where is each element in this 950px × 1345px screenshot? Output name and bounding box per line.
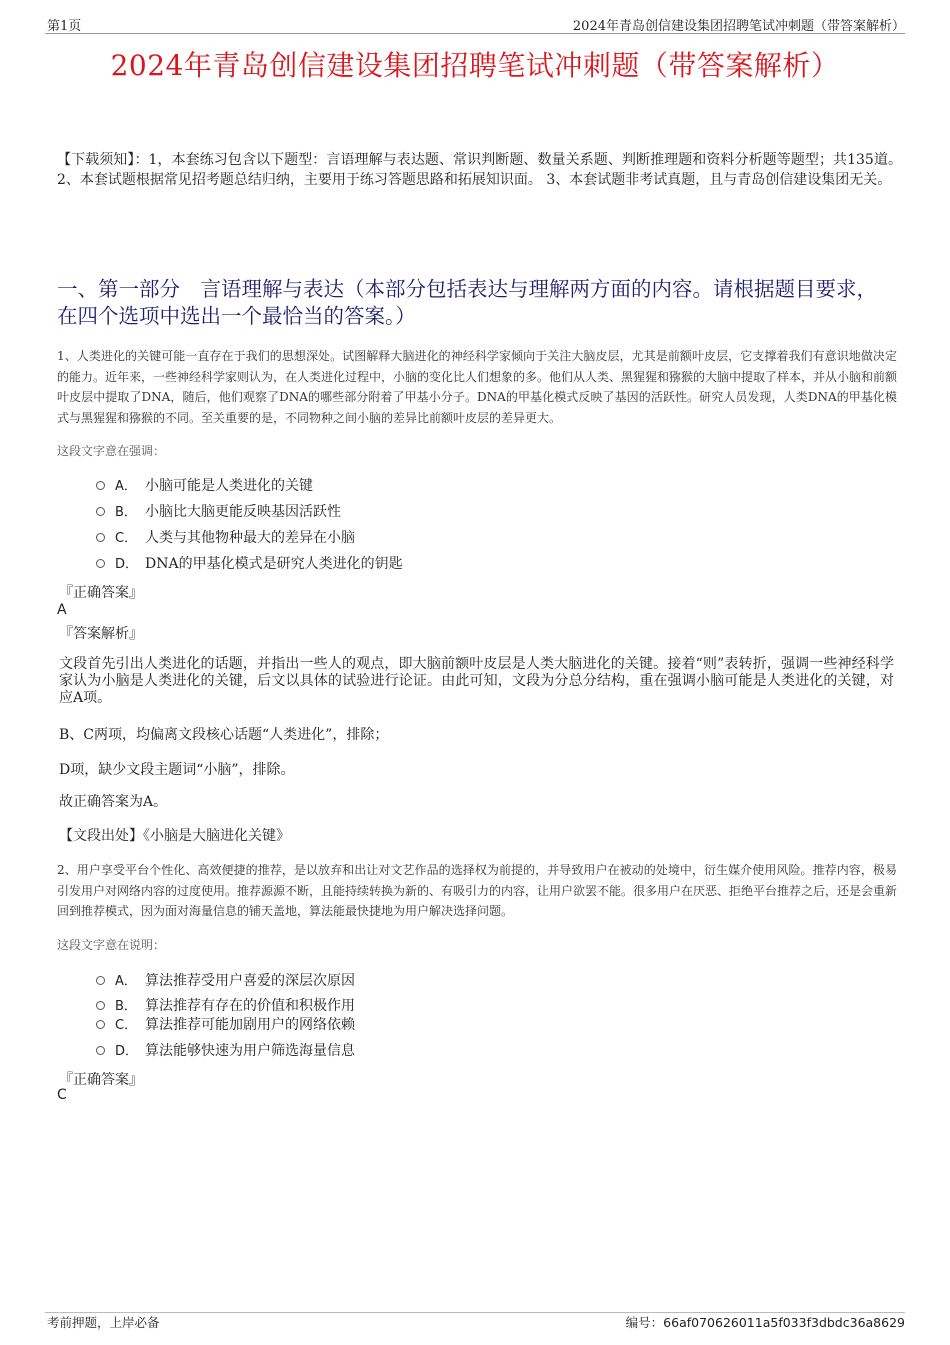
q1-analysis-paragraph: 故正确答案为A。 <box>59 794 168 810</box>
document-id: 编号：66af070626011a5f033f3dbdc36a8629 <box>625 1315 905 1330</box>
q1-option-b[interactable]: B． 小脑比大脑更能反映基因活跃性 <box>96 502 341 522</box>
q2-answer-label: 『正确答案』 <box>59 1072 143 1088</box>
radio-icon[interactable] <box>96 1020 105 1029</box>
question-1-text: 1、人类进化的关键可能一直存在于我们的思想深处。试图解释大脑进化的神经科学家倾向于关注大脑皮层，尤其是前额叶皮层，它支撑着我们有意识地做决定的能力。近年来，一些神经科学家则认为，在人类进化过程中，小脑的变化比人们想象的多。他们从人类、黑猩猩和猕猴的大脑中提取了样本，并从小脑和前额叶皮层中提取了DNA，随后，他们观察了DNA的哪些部分附着了甲基小分子。DNA的甲基化模式反映了基因的活跃性。研究人员发现，人类DNA的甲基化模式与黑猩猩和猕猴的不同。至关重要的是，不同物种之间小脑的差异比前额叶皮层的差异更大。 <box>57 349 898 425</box>
q2-option-c[interactable]: C． 算法推荐可能加剧用户的网络依赖 <box>96 1015 355 1035</box>
q1-answer: A <box>57 602 67 618</box>
radio-icon[interactable] <box>96 481 105 490</box>
q1-analysis-label: 『答案解析』 <box>59 626 143 642</box>
radio-icon[interactable] <box>96 976 105 985</box>
page-number: 第1页 <box>47 19 82 34</box>
radio-icon[interactable] <box>96 559 105 568</box>
footer-slogan: 考前押题，上岸必备 <box>47 1315 160 1330</box>
q2-option-d[interactable]: D． 算法能够快速为用户筛选海量信息 <box>96 1041 355 1061</box>
question-1-stem: 这段文字意在强调： <box>57 444 166 458</box>
radio-icon[interactable] <box>96 1046 105 1055</box>
q1-source: 【文段出处】《小脑是大脑进化关键》 <box>59 828 290 844</box>
radio-icon[interactable] <box>96 1001 105 1010</box>
section-heading: 一、第一部分 言语理解与表达（本部分包括表达与理解两方面的内容。请根据题目要求，在四个选项中选出一个最恰当的答案。） <box>57 277 877 328</box>
question-2-stem: 这段文字意在说明： <box>57 938 166 952</box>
header-doc-title: 2024年青岛创信建设集团招聘笔试冲刺题（带答案解析） <box>572 19 905 34</box>
radio-icon[interactable] <box>96 533 105 542</box>
header-divider <box>45 33 905 34</box>
q1-analysis-paragraph: 文段首先引出人类进化的话题，并指出一些人的观点，即大脑前额叶皮层是人类大脑进化的关键。接着“则”表转折，强调一些神经科学家认为小脑是人类进化的关键，后文以具体的试验进行论证。由此可知，文段为分总分结构，重在强调小脑可能是人类进化的关键，对应A项。 <box>59 656 894 706</box>
q1-option-a[interactable]: A． 小脑可能是人类进化的关键 <box>96 476 313 496</box>
q2-option-a[interactable]: A． 算法推荐受用户喜爱的深层次原因 <box>96 971 355 991</box>
q1-option-c[interactable]: C． 人类与其他物种最大的差异在小脑 <box>96 528 355 548</box>
radio-icon[interactable] <box>96 507 105 516</box>
q1-answer-label: 『正确答案』 <box>59 585 143 601</box>
q2-option-b[interactable]: B． 算法推荐有存在的价值和积极作用 <box>96 996 355 1016</box>
page-title: 2024年青岛创信建设集团招聘笔试冲刺题（带答案解析） <box>110 49 840 82</box>
q1-analysis-paragraph: D项，缺少文段主题词“小脑”，排除。 <box>59 762 295 778</box>
question-2-text: 2、用户享受平台个性化、高效便捷的推荐，是以放弃和出让对文艺作品的选择权为前提的，并导致用户在被动的处境中，衍生媒介使用风险。推荐内容，极易引发用户对网络内容的过度使用。推荐源源不断，且能持续转换为新的、有吸引力的内容，让用户欲罢不能。很多用户在厌恶、拒绝平台推荐之后，还是会重新回到推荐模式，因为面对海量信息的铺天盖地，算法能最快捷地为用户解决选择问题。 <box>57 863 898 918</box>
q1-option-d[interactable]: D． DNA的甲基化模式是研究人类进化的钥匙 <box>96 554 403 574</box>
q2-answer: C <box>57 1087 67 1103</box>
download-notice: 【下载须知】：1，本套练习包含以下题型：言语理解与表达题、常识判断题、数量关系题、判断推理题和资料分析题等题型；共135道。 2、本套试题根据常见招考题总结归纳，主要用于练习答题思路和拓展知识面。 3、本套试题非考试真题，且与青岛创信建设集团无关。 <box>57 152 902 188</box>
q1-analysis-paragraph: B、C两项，均偏离文段核心话题“人类进化”，排除； <box>59 727 389 743</box>
